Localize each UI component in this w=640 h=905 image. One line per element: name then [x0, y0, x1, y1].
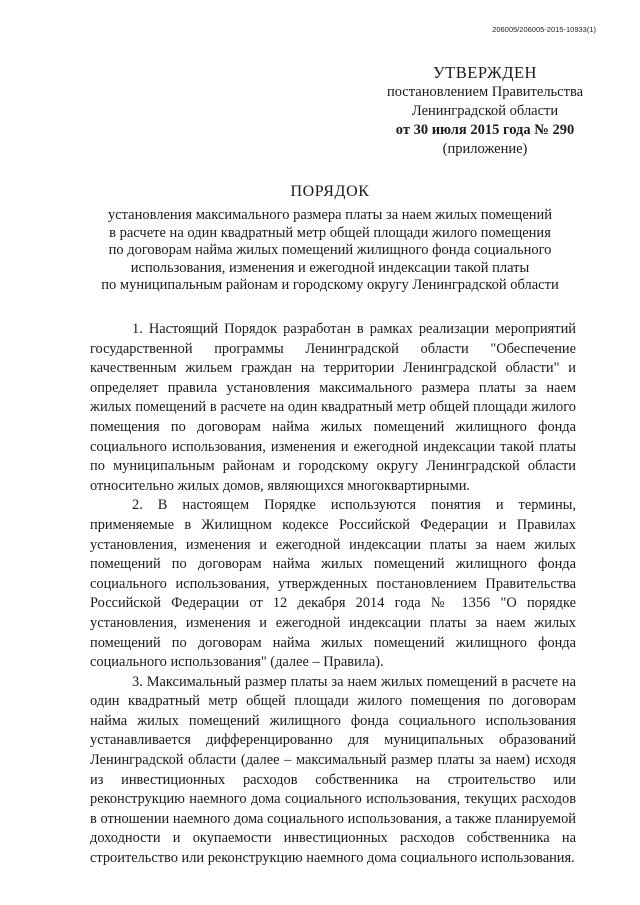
subtitle-line: в расчете на один квадратный метр общей площади жилого помещения [109, 224, 551, 241]
paragraph-3: 3. Максимальный размер платы за наем жилых помещений в расчете на один квадратный метр общей площади жилого помещения по договорам найма жилых помещений жилищного фонда социального использования устанавливается дифференцированно для муниципальных образований Ленинградской области (далее – максимальный размер платы за наем) исходя из инвестиционных расходов собственника на строительство или реконструкцию наемного дома социального использования, текущих расходов в отношении наемного дома социального использования, а также планируемой доходности и окупаемости инвестиционных расходов собственника на строительство или реконструкцию наемного дома социального использования. [90, 673, 576, 867]
paragraph-1: 1. Настоящий Порядок разработан в рамках реализации мероприятий государственной программы Ленинградской области "Обеспечение качественным жильем граждан на территории Ленинградской области" и определяет правила установления максимального размера платы за наем жилых помещений в расчете на один квадратный метр общей площади жилого помещения по договорам найма жилых помещений жилищного фонда социального использования, изменения и ежегодной индексации такой платы по муниципальным районам и городскому округу Ленинградской области относительно жилых домов, являющихся многоквартирными. [90, 321, 576, 494]
document-heading [80, 182, 580, 295]
approval-stamp: УТВЕРЖДЕН [433, 63, 537, 82]
document-title: ПОРЯДОК [290, 183, 370, 200]
approval-block [365, 63, 605, 159]
subtitle-line: по муниципальным районам и городскому округу Ленинградской области [101, 277, 559, 293]
document-body [90, 320, 576, 869]
document-id: 206005/206005-2015-10933(1) [492, 25, 596, 34]
subtitle-line: использования, изменения и ежегодной индексации такой платы [130, 259, 530, 276]
subtitle-line: по договорам найма жилых помещений жилищного фонда социального [108, 242, 552, 258]
approval-line-1: постановлением Правительства [386, 84, 584, 100]
paragraph-2: 2. В настоящем Порядке используются понятия и термины, применяемые в Жилищном кодексе Российской Федерации и Правилах установления, изменения и ежегодной индексации платы за наем жилых помещений по договорам найма жилых помещений жилищного фонда социального использования, утвержденных постановлением Правительства Российской Федерации от 12 декабря 2014 года № 1356 "О порядке установления, изменения и ежегодной индексации платы за наем жилых помещений по договорам найма жилых помещений жилищного фонда социального использования" (далее – Правила). [90, 497, 576, 671]
approval-note: (приложение) [442, 141, 528, 157]
document-subtitle [80, 207, 580, 295]
approval-line-2: Ленинградской области [411, 103, 559, 119]
subtitle-line: установления максимального размера платы за наем жилых помещений [107, 207, 553, 223]
approval-date: от 30 июля 2015 года № 290 [395, 122, 575, 138]
